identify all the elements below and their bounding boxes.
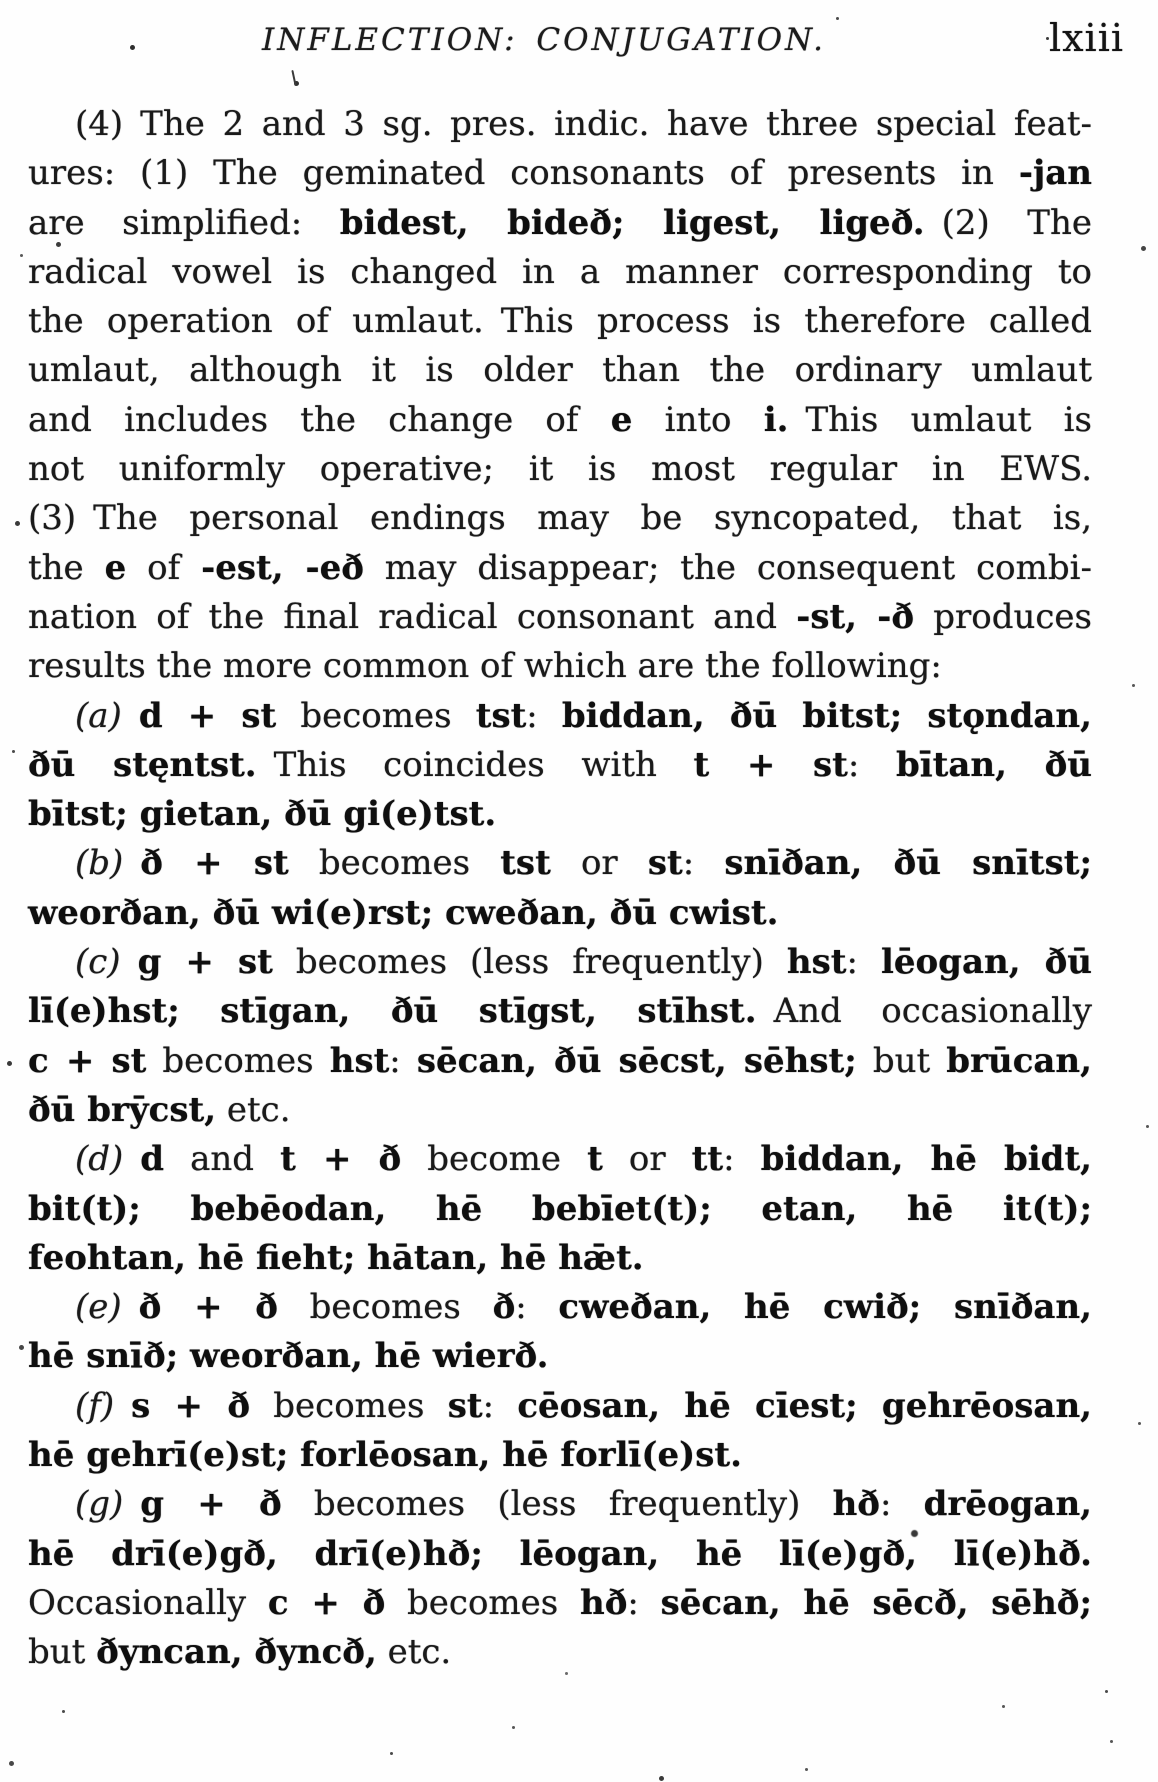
paragraph — [28, 100, 1092, 692]
page-number: lxiii — [1048, 16, 1124, 60]
text-run: nation of the final radical consonant and — [28, 596, 797, 637]
text-run: becomes (less frequently) — [272, 942, 787, 983]
old-english-term: c + st — [28, 1040, 147, 1081]
old-english-term: ðyncan, ðyncð, — [96, 1632, 377, 1673]
paragraph — [28, 1480, 1092, 1677]
text-line — [28, 1579, 1092, 1628]
text-line — [28, 790, 1092, 839]
old-english-term: bit(t); bebēodan, hē bebīet(t); etan, hē it(t); — [28, 1188, 1092, 1229]
old-english-term: biddan, hē bidt, — [760, 1139, 1092, 1180]
text-line — [28, 396, 1092, 445]
section-letter: (b) — [75, 843, 124, 884]
old-english-term: tst — [500, 843, 551, 884]
text-line — [28, 1332, 1092, 1381]
old-english-term: snīðan, ðū snītst; — [724, 843, 1093, 884]
old-english-term: ðū brȳcst, — [28, 1089, 217, 1130]
text-run: becomes — [276, 695, 476, 736]
text-run: : — [879, 1484, 924, 1525]
text-run: And occasionally — [756, 991, 1093, 1032]
text-run: : — [682, 843, 725, 884]
text-line — [28, 938, 1092, 987]
text-line — [28, 544, 1092, 593]
text-line — [28, 297, 1092, 346]
page-body — [28, 100, 1092, 1678]
text-line — [28, 445, 1092, 494]
text-run: umlaut, although it is older than the ordinary umlaut — [28, 350, 1092, 391]
old-english-term: g + ð — [140, 1484, 282, 1525]
text-run: are simplified: — [28, 202, 340, 243]
text-run: : — [482, 1385, 518, 1426]
old-english-term: bītst; gietan, ðū gi(e)tst. — [28, 794, 497, 835]
old-english-term: biddan, ðū bitst; stǫndan, — [561, 695, 1092, 736]
paragraph — [28, 1382, 1092, 1481]
old-english-term: hð — [579, 1582, 628, 1623]
text-run: : — [723, 1139, 761, 1180]
text-run: produces — [914, 596, 1092, 637]
text-run: the operation of umlaut. This process is therefore called — [28, 301, 1092, 342]
old-english-term: st — [647, 843, 683, 884]
section-letter: (d) — [75, 1139, 124, 1180]
text-run: This coincides with — [256, 744, 694, 785]
old-english-term: st — [447, 1385, 483, 1426]
old-english-term: hē drī(e)gð, drī(e)hð; lēogan, hē lī(e)gð, lī(e)hð. — [28, 1533, 1092, 1574]
running-header-title: INFLECTION: CONJUGATION. — [261, 22, 827, 58]
text-run: : — [627, 1582, 661, 1623]
text-line — [28, 839, 1092, 888]
text-run: Occasionally — [28, 1582, 268, 1623]
old-english-term: feohtan, hē fieht; hātan, hē hǣt. — [28, 1237, 644, 1278]
old-english-term: sēcan, ðū sēcst, sēhst; — [416, 1040, 857, 1081]
text-run: not uniformly operative; it is most regular in EWS. — [28, 449, 1092, 490]
text-line — [28, 1382, 1092, 1431]
text-run: : — [389, 1040, 417, 1081]
text-line — [28, 741, 1092, 790]
old-english-term: ðū stęntst. — [28, 744, 257, 785]
text-line — [28, 889, 1092, 938]
text-line — [28, 100, 1092, 149]
text-run: and — [164, 1139, 281, 1180]
text-run: become — [401, 1139, 588, 1180]
old-english-term: hē snīð; weorðan, hē wierð. — [28, 1336, 549, 1377]
text-run: may disappear; the consequent combi- — [363, 547, 1092, 588]
text-run — [121, 942, 138, 982]
text-line — [28, 1628, 1092, 1677]
text-run: and includes the change of — [28, 399, 611, 440]
old-english-term: hst — [786, 942, 847, 983]
text-line — [28, 1086, 1092, 1135]
old-english-term: bidest, bideð; ligest, ligeð. — [339, 202, 925, 243]
old-english-term: c + ð — [267, 1582, 386, 1623]
text-line — [28, 346, 1092, 395]
old-english-term: ð + st — [140, 843, 289, 884]
text-run: becomes (less frequently) — [281, 1484, 833, 1525]
text-line — [28, 987, 1092, 1036]
section-letter: (f) — [75, 1385, 115, 1426]
old-english-term: bītan, ðū — [895, 744, 1093, 785]
old-english-term: d + st — [138, 695, 277, 736]
old-english-term: g + st — [137, 942, 273, 983]
text-run: : — [515, 1287, 559, 1328]
old-english-term: brūcan, — [946, 1040, 1092, 1081]
old-english-term: -jan — [1018, 153, 1092, 194]
text-run — [114, 1386, 131, 1426]
text-line — [28, 1431, 1092, 1480]
text-run — [123, 843, 140, 883]
paragraph — [28, 1283, 1092, 1382]
old-english-term: hð — [832, 1484, 880, 1525]
text-run: of — [126, 547, 202, 588]
text-line — [28, 692, 1092, 741]
text-run: (2) The — [924, 202, 1092, 243]
text-line — [28, 199, 1092, 248]
paragraph — [28, 692, 1092, 840]
text-line — [28, 1234, 1092, 1283]
old-english-term: tst — [475, 695, 527, 736]
old-english-term: lēogan, ðū — [880, 942, 1092, 983]
text-run — [123, 1139, 140, 1179]
text-line — [28, 149, 1092, 198]
text-run: becomes — [146, 1040, 330, 1081]
text-run: but — [856, 1040, 947, 1081]
text-run: etc. — [376, 1632, 452, 1673]
text-run: This umlaut is — [788, 399, 1092, 440]
scan-mark — [291, 70, 296, 86]
text-run: or — [602, 1139, 692, 1180]
old-english-term: -est, -eð — [201, 547, 364, 588]
old-english-term: d — [140, 1139, 165, 1180]
text-run — [122, 696, 139, 736]
old-english-term: e — [610, 399, 633, 440]
old-english-term: cēosan, hē cīest; gehrēosan, — [517, 1385, 1093, 1426]
old-english-term: s + ð — [131, 1385, 251, 1426]
text-line — [28, 1480, 1092, 1529]
text-line — [28, 642, 1092, 691]
old-english-term: i. — [763, 399, 789, 440]
text-line — [28, 593, 1092, 642]
old-english-term: tt — [691, 1139, 724, 1180]
old-english-term: ð + ð — [138, 1287, 278, 1328]
text-run: : — [846, 942, 881, 983]
old-english-term: -st, -ð — [796, 596, 915, 637]
section-letter: (c) — [75, 942, 121, 983]
old-english-term: sēcan, hē sēcð, sēhð; — [660, 1582, 1093, 1623]
text-run: becomes — [277, 1287, 493, 1328]
old-english-term: t + st — [693, 744, 848, 785]
text-run: : — [847, 744, 896, 785]
text-line — [28, 1283, 1092, 1332]
text-line — [28, 1530, 1092, 1579]
text-line — [28, 1037, 1092, 1086]
text-run: the — [28, 547, 105, 588]
text-run: radical vowel is changed in a manner corresponding to — [28, 251, 1092, 292]
text-run: becomes — [385, 1582, 580, 1623]
text-run: but — [28, 1632, 97, 1673]
text-run — [123, 1484, 140, 1524]
text-run: (3) The personal endings may be syncopated, that is, — [28, 498, 1092, 539]
old-english-term: t — [587, 1139, 603, 1180]
text-run: or — [550, 843, 648, 884]
old-english-term: hē gehrī(e)st; forlēosan, hē forlī(e)st. — [28, 1435, 742, 1476]
old-english-term: cweðan, hē cwið; snīðan, — [558, 1287, 1092, 1328]
section-letter: (a) — [75, 695, 122, 736]
text-run: ures: (1) The geminated consonants of presents in — [28, 153, 1019, 194]
text-run — [122, 1287, 139, 1327]
text-line — [28, 1135, 1092, 1184]
text-run: : — [526, 695, 562, 736]
old-english-term: e — [104, 547, 127, 588]
text-run: becomes — [250, 1385, 448, 1426]
old-english-term: hst — [329, 1040, 390, 1081]
old-english-term: lī(e)hst; stīgan, ðū stīgst, stīhst. — [28, 991, 757, 1032]
section-letter: (g) — [75, 1484, 124, 1525]
old-english-term: drēogan, — [923, 1484, 1092, 1525]
old-english-term: ð — [492, 1287, 516, 1328]
paragraph — [28, 839, 1092, 938]
text-run: results the more common of which are the following: — [28, 646, 942, 687]
paragraph — [28, 1135, 1092, 1283]
text-line — [28, 248, 1092, 297]
text-run: becomes — [288, 843, 501, 884]
text-line — [28, 494, 1092, 543]
section-letter: (e) — [75, 1287, 122, 1328]
paragraph — [28, 938, 1092, 1135]
old-english-term: weorðan, ðū wi(e)rst; cweðan, ðū cwist. — [28, 892, 779, 933]
text-run: etc. — [216, 1089, 291, 1130]
text-run: into — [632, 399, 764, 440]
text-line — [28, 1185, 1092, 1234]
text-run: (4) The 2 and 3 sg. pres. indic. have three special feat- — [75, 104, 1092, 144]
old-english-term: t + ð — [280, 1139, 402, 1180]
